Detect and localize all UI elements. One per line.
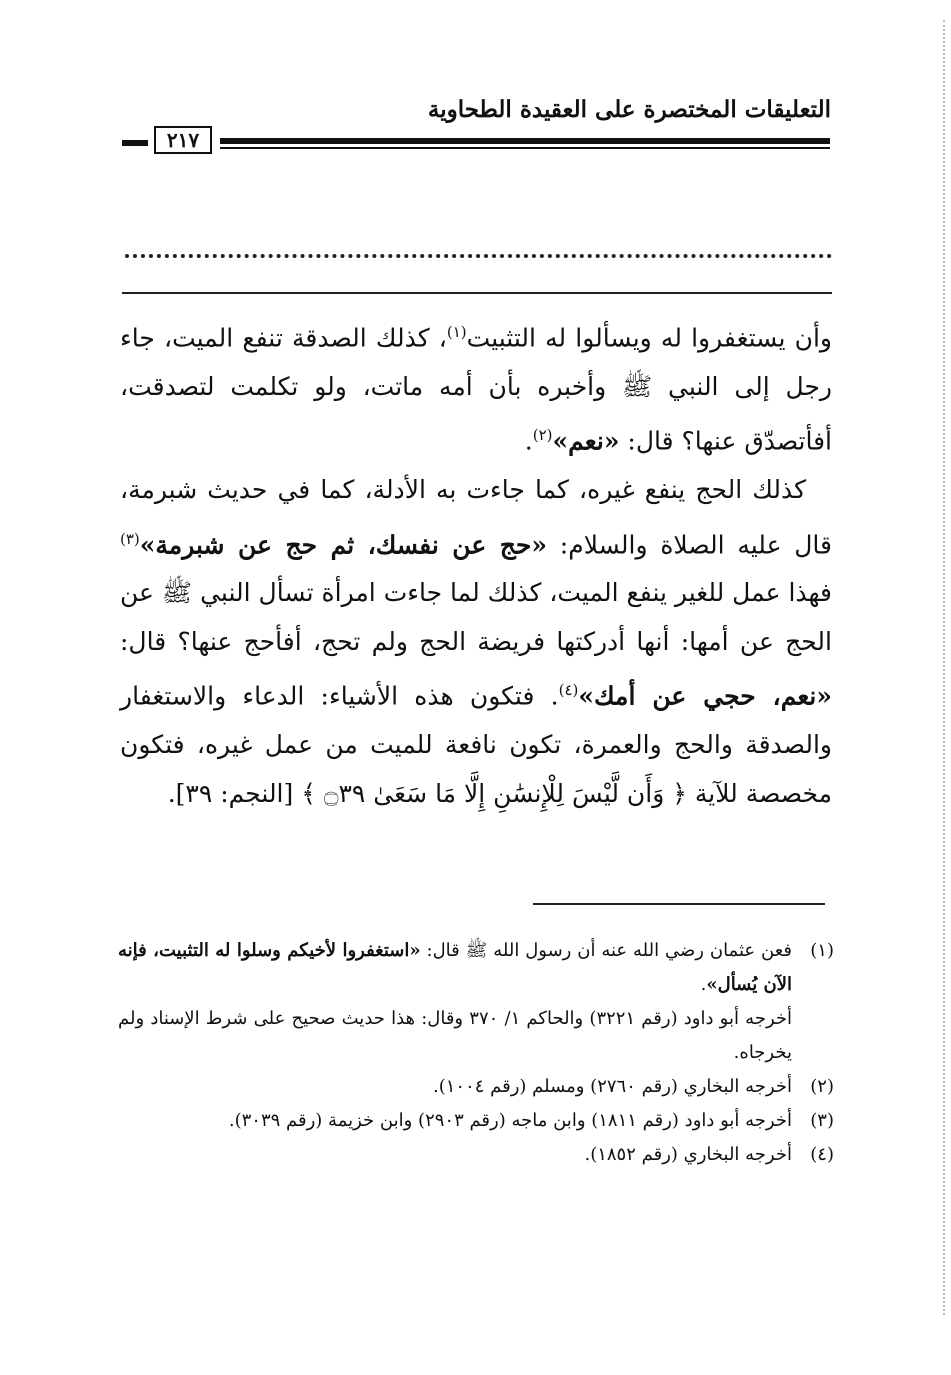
footnote-text: أخرجه أبو داود (رقم ١٨١١) وابن ماجه (رقم ٢٩٠٣) وابن خزيمة (رقم ٣٠٣٩). <box>228 1110 792 1131</box>
footnote-3 <box>118 1104 834 1138</box>
footnote-text <box>118 934 792 1002</box>
page-edge-dots <box>943 20 945 1315</box>
paragraph-2 <box>120 466 832 818</box>
footnote-number: (٢) <box>810 1076 834 1097</box>
p1-text-a: وأن يستغفروا له ويسألوا له التثبيت <box>466 323 832 353</box>
footnote-1-continuation: أخرجه أبو داود (رقم ٣٢٢١) والحاكم ١/ ٣٧٠ وقال: هذا حديث صحيح على شرط الإسناد ولم يخرجاه. <box>118 1008 793 1063</box>
footnote-text: أخرجه البخاري (رقم ١٨٥٢). <box>584 1144 792 1165</box>
main-text <box>120 308 832 818</box>
header-thick-line <box>220 138 830 144</box>
p1-text-b: ، كذلك الصدقة تنفع الميت، جاء رجل إلى النبي ﷺ وأخبره بأن أمه ماتت، ولو تكلمت لتصدقت، أفأتصدّق عنها؟ قال: <box>120 323 832 456</box>
p2-text-a: كذلك الحج ينفع غيره، كما جاءت به الأدلة، كما في حديث شبرمة، قال عليه الصلاة والسلام: <box>120 475 832 559</box>
running-title: التعليقات المختصرة على العقيدة الطحاوية <box>427 96 831 123</box>
quran-verse: ﴿ وَأَن لَّيْسَ لِلْإِنسَٰنِ إِلَّا مَا سَعَىٰ ۝٣٩ ﴾ <box>301 778 687 808</box>
footnote-ref-4: (٤) <box>558 681 579 700</box>
header-left-bar <box>122 140 148 146</box>
footnote-4 <box>118 1138 834 1172</box>
footnote-text: أخرجه البخاري (رقم ٢٧٦٠) ومسلم (رقم ١٠٠٤). <box>432 1076 792 1097</box>
footnote-ref-2: (٢) <box>532 426 553 445</box>
footnote-1-quote: «استغفروا لأخيكم وسلوا له التثبيت، فإنه الآن يُسأل» <box>118 940 792 995</box>
p2-text-c: . فتكون هذه الأشياء: الدعاء والاستغفار والصدقة والحج والعمرة، تكون نافعة للميت من عمل غيره، فتكون مخصصة للآية <box>120 681 832 808</box>
footnote-ref-1: (١) <box>446 323 467 341</box>
p1-quote: «نعم» <box>552 426 620 456</box>
footnote-ref-3: (٣) <box>120 529 140 548</box>
header-thin-line <box>220 147 830 149</box>
p2-text-b: فهذا عمل للغير ينفع الميت، كذلك لما جاءت امرأة تسأل النبي ﷺ عن الحج عن أمها: أنها أدركتها فريضة الحج ولم تحج، أفأحج عنها؟ قال: <box>120 578 832 656</box>
p2-text-d: [النجم: ٣٩]. <box>167 778 302 808</box>
dotted-separator <box>125 254 832 258</box>
p1-text-c: . <box>524 426 533 456</box>
footnote-number: (٤) <box>810 1144 834 1165</box>
p2-quote: «حج عن نفسك، ثم حج عن شبرمة» <box>139 529 548 559</box>
paragraph-1 <box>120 308 832 466</box>
footnotes <box>118 934 834 1172</box>
p2-quote-2: «نعم، حجي عن أمك» <box>578 681 832 711</box>
footnote-2 <box>118 1070 834 1104</box>
footnote-number: (٣) <box>810 1110 834 1131</box>
footnote-separator <box>533 903 825 905</box>
footnote-1 <box>118 934 834 1002</box>
page-number: ٢١٧ <box>154 126 212 154</box>
solid-separator <box>122 292 832 294</box>
footnote-number: (١) <box>810 940 834 961</box>
header-rule <box>122 128 830 152</box>
footnote-1-text-a: فعن عثمان رضي الله عنه أن رسول الله ﷺ قال: <box>420 940 792 961</box>
footnote-1-text-b: . <box>700 974 707 995</box>
